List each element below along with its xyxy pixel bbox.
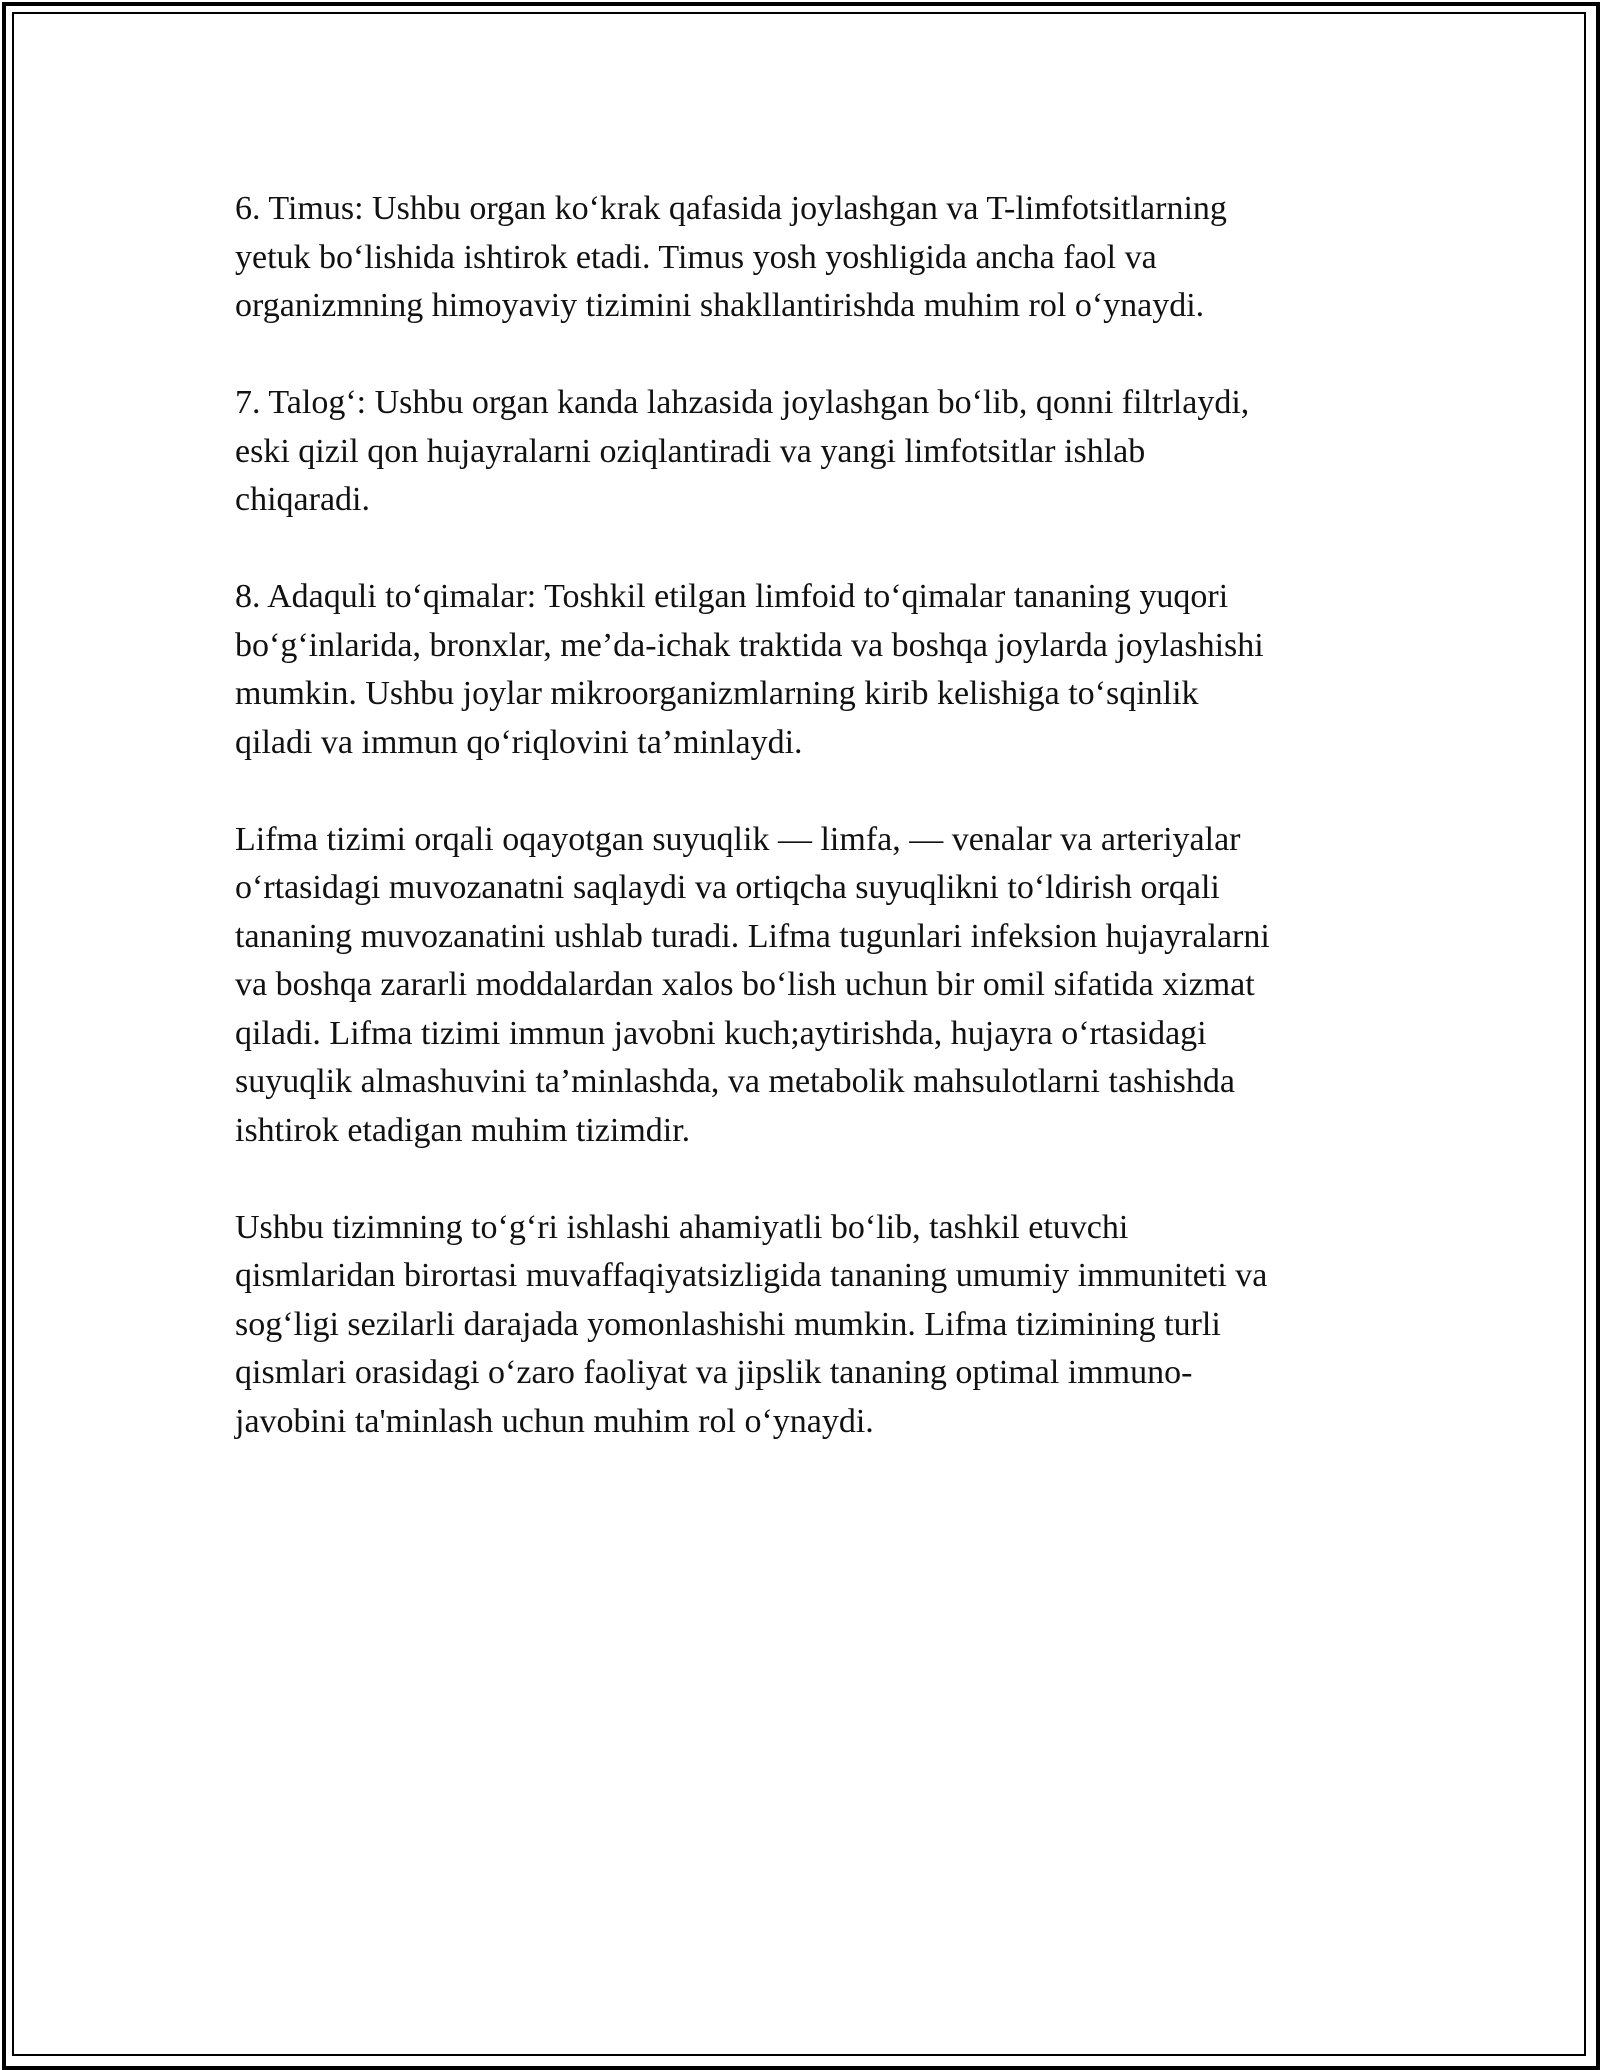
paragraph-adaquli-toqimalar: 8. Adaquli to‘qimalar: Toshkil etilgan limfoid to‘qimalar tananing yuqori bo‘g‘inlarida, bronxlar, me’da-ichak traktida va boshqa joylarda joylashishi mumkin. Ushbu joylar mikroorganizmlarning kirib kelishiga to‘sqinlik qiladi va immun qo‘riqlovini ta’minlaydi. bbox=[235, 578, 1264, 761]
paragraph-lifma-tizimi: Lifma tizimi orqali oqayotgan suyuqlik — limfa, — venalar va arteriyalar o‘rtasidagi muvozanatni saqlaydi va ortiqcha suyuqlikni to‘ldirish orqali tananing muvozanatini ushlab turadi. Lifma tugunlari infeksion hujayralarni va boshqa zararli moddalardan xalos bo‘lish uchun bir omil sifatida xizmat qiladi. Lifma tizimi immun javobni kuch;aytirishda, hujayra o‘rtasidagi suyuqlik almashuvini ta’minlashda, va metabolik mahsulotlarni tashishda ishtirok etadigan muhim tizimdir. bbox=[235, 820, 1270, 1149]
paragraph-conclusion: Ushbu tizimning to‘g‘ri ishlashi ahamiyatli bo‘lib, tashkil etuvchi qismlaridan birortasi muvaffaqiyatsizligida tananing umumiy immuniteti va sog‘ligi sezilarli darajada yomonlashishi mumkin. Lifma tizimining turli qismlari orasidagi o‘zaro faoliyat va jipslik tananing optimal immuno- javobini ta'minlash uchun muhim rol o‘ynaydi. bbox=[235, 1208, 1268, 1440]
paragraph-talog: 7. Talog‘: Ushbu organ kanda lahzasida joylashgan bo‘lib, qonni filtrlaydi, eski qizil qon hujayralarni oziqlantiradi va yangi limfotsitlar ishlab chiqaradi. bbox=[235, 384, 1250, 518]
document-body bbox=[235, 185, 1365, 1495]
paragraph-timus: 6. Timus: Ushbu organ ko‘krak qafasida joylashgan va T-limfotsitlarning yetuk bo‘lishida ishtirok etadi. Timus yosh yoshligida ancha faol va organizmning himoyaviy tizimini shakllantirishda muhim rol o‘ynaydi. bbox=[235, 190, 1227, 324]
